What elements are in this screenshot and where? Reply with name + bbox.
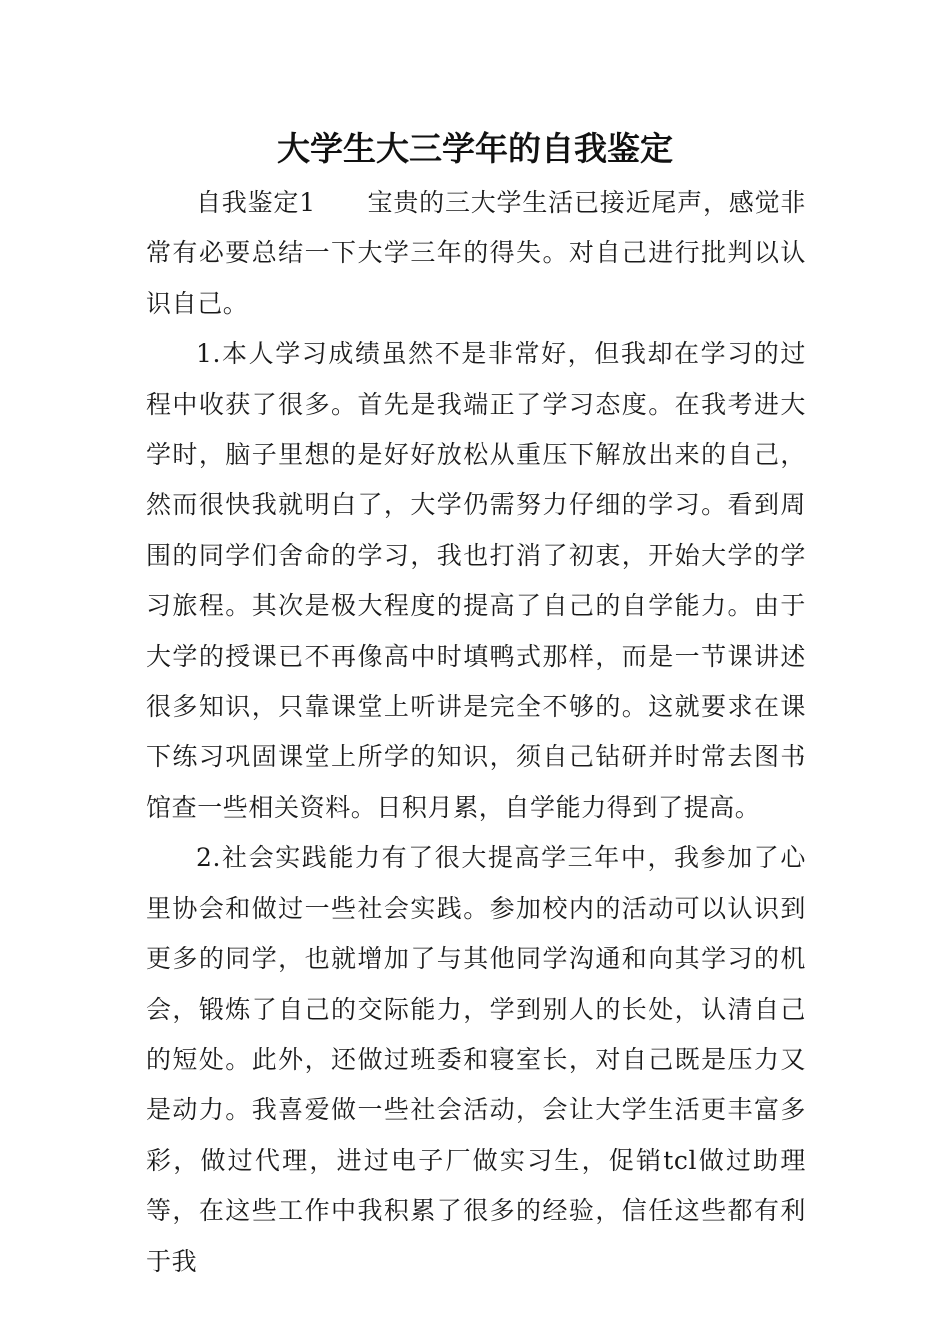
paragraph-social-practice: 2.社会实践能力有了很大提高学三年中，我参加了心里协会和做过一些社会实践。参加校内的活动可以认识到更多的同学，也就增加了与其他同学沟通和向其学习的机会，锻炼了自己的交际能力，学到别人的长处，认清自己的短处。此外，还做过班委和寝室长，对自己既是压力又是动力。我喜爱做一些社会活动，会让大学生活更丰富多彩，做过代理，进过电子厂做实习生，促销tcl做过助理等，在这些工作中我积累了很多的经验，信任这些都有利于我 — [146, 843, 806, 1276]
paragraph-intro: 自我鉴定1 宝贵的三大学生活已接近尾声，感觉非常有必要总结一下大学三年的得失。对自己进行批判以认识自己。 — [146, 188, 806, 318]
document-title: 大学生大三学年的自我鉴定 — [277, 129, 673, 168]
document-body — [146, 178, 806, 1287]
paragraph-study: 1.本人学习成绩虽然不是非常好，但我却在学习的过程中收获了很多。首先是我端正了学习态度。在我考进大学时，脑子里想的是好好放松从重压下解放出来的自己，然而很快我就明白了，大学仍需努力仔细的学习。看到周围的同学们舍命的学习，我也打消了初衷，开始大学的学习旅程。其次是极大程度的提高了自己的自学能力。由于大学的授课已不再像高中时填鸭式那样，而是一节课讲述很多知识，只靠课堂上听讲是完全不够的。这就要求在课下练习巩固课堂上所学的知识，须自己钻研并时常去图书馆查一些相关资料。日积月累，自学能力得到了提高。 — [146, 339, 806, 822]
